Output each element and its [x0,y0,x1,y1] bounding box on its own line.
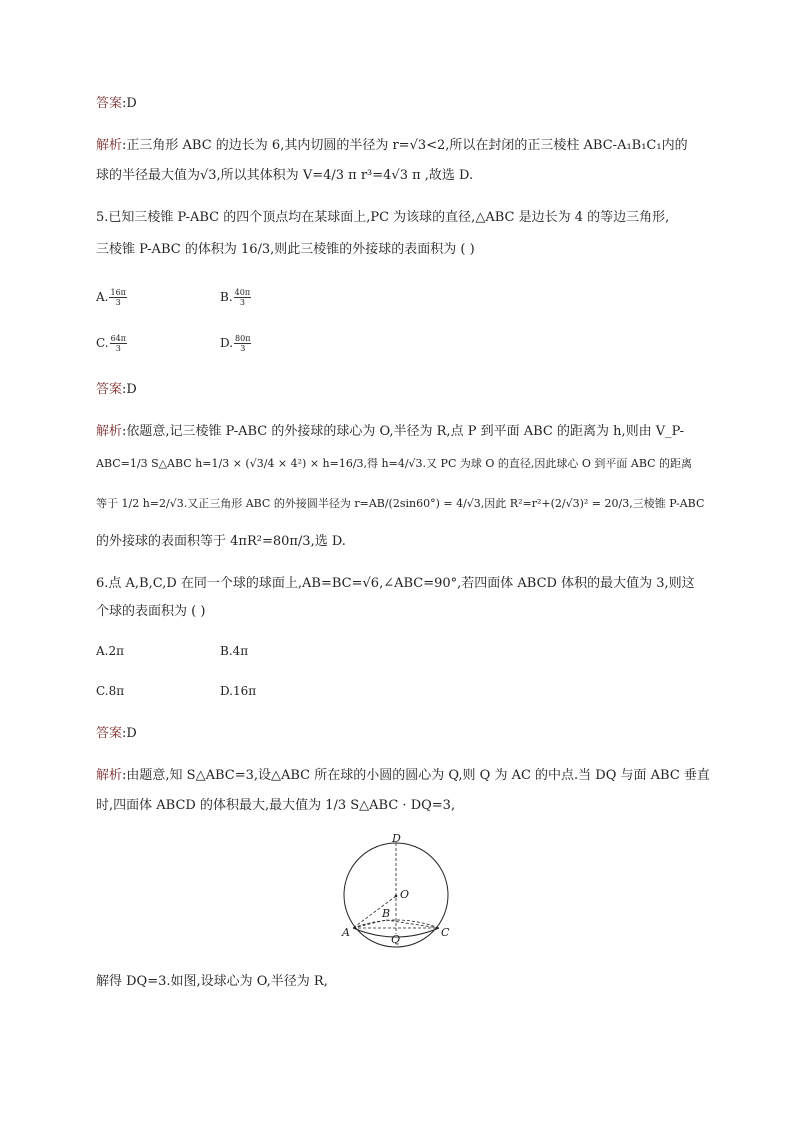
label-q: Q [391,933,401,946]
analysis-text: :依题意,记三棱锥 P-ABC 的外接球的球心为 O,半径为 R,点 P 到平面 ABC 的距离为 h,则由 V_P- [122,424,685,439]
q6-option-d: D.16π [220,684,257,698]
q5-analysis-line-4: 的外接球的表面积等于 4πR²=80π/3,选 D. [96,534,346,549]
sphere-figure [336,830,456,950]
q6-option-b: B.4π [220,644,249,658]
q6-option-c: C.8π [96,684,125,698]
q5-option-b: B. $\frac{40\pi}{3}$ [220,288,251,307]
q4-answer-line [96,94,706,114]
analysis-label: 解析 [96,138,123,153]
answer-label: 答案 [96,382,123,397]
answer-value: :D [122,382,137,397]
analysis-label: 解析 [96,768,123,783]
q5-analysis-line-2: ABC=1/3 S△ABC h=1/3 × (√3/4 × 4²) × h=16/3,得 h=4/√3.又 PC 为球 O 的直径,因此球心 O 到平面 ABC 的距离 [96,457,693,470]
q5-option-d: D. $\frac{80\pi}{3}$ [220,334,251,353]
q6-stem-line-1: 6.点 A,B,C,D 在同一个球的球面上,AB=BC=√6,∠ABC=90°,若四面体 ABCD 体积的最大值为 3,则这 [96,576,695,591]
q5-stem-line-2: 三棱锥 P-ABC 的体积为 16/3,则此三棱锥的外接球的表面积为 ( ) [96,242,475,257]
answer-label: 答案 [96,96,123,111]
q5-stem-line-1: 5.已知三棱锥 P-ABC 的四个顶点均在某球面上,PC 为该球的直径,△ABC 是边长为 4 的等边三角形, [96,210,670,225]
label-d: D [392,832,401,845]
label-a: A [342,926,350,939]
q4-analysis-line-1 [96,136,706,156]
answer-value: :D [122,96,137,111]
q5-answer-line [96,380,706,400]
q4-analysis-line-2: 球的半径最大值为√3,所以其体积为 V=4/3 π r³=4√3 π ,故选 D. [96,168,474,183]
center-point-o [395,895,398,898]
q6-analysis-line-2: 时,四面体 ABCD 的体积最大,最大值为 1/3 S△ABC · DQ=3, [96,798,456,813]
analysis-text: :由题意,知 S△ABC=3,设△ABC 所在球的小圆的圆心为 Q,则 Q 为 AC 的中点.当 DQ 与面 ABC 垂直 [122,768,710,783]
analysis-label: 解析 [96,424,123,439]
q5-analysis-line-1 [96,422,706,442]
q5-option-c: C. $\frac{64\pi}{3}$ [96,334,127,353]
answer-value: :D [122,726,137,741]
answer-label: 答案 [96,726,123,741]
q6-answer-line [96,724,706,744]
q6-after-figure-line: 解得 DQ=3.如图,设球心为 O,半径为 R, [96,974,328,989]
q6-analysis-line-1 [96,766,710,786]
q5-option-a: A. $\frac{16\pi}{3}$ [96,288,126,307]
label-o: O [400,888,410,901]
q5-analysis-line-3: 等于 1/2 h=2/√3.又正三角形 ABC 的外接圆半径为 r=AB/(2sin60°) = 4/√3,因此 R²=r²+(2/√3)² = 20/3,三棱锥 P-ABC [96,497,705,510]
label-b: B [382,907,391,920]
q6-option-a: A.2π [96,644,125,658]
label-c: C [441,926,450,939]
analysis-text: :正三角形 ABC 的边长为 6,其内切圆的半径为 r=√3<2,所以在封闭的正三棱柱 ABC-A₁B₁C₁内的 [122,138,688,153]
q6-stem-line-2: 个球的表面积为 ( ) [96,604,206,619]
